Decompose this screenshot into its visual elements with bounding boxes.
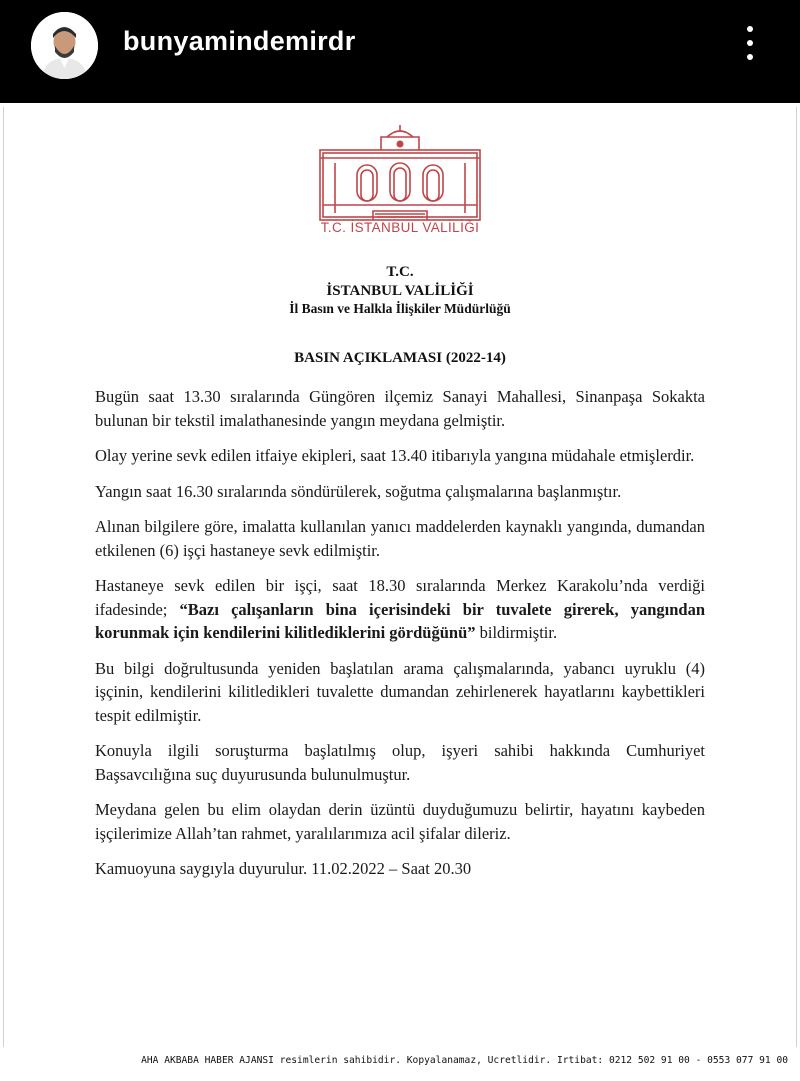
paragraph: Konuyla ilgili soruşturma başlatılmış olup, işyeri sahibi hakkında Cumhuriyet Başsavcılığına suç duyurusunda bulunulmuştur. <box>95 741 705 784</box>
post-header <box>0 0 800 103</box>
more-options-button[interactable] <box>738 24 762 68</box>
document-title: BASIN AÇIKLAMASI (2022-14) <box>294 350 506 366</box>
paragraph <box>95 574 705 645</box>
watermark-footer: AHA AKBABA HABER AJANSI resimlerin sahibidir. Kopyalanamaz, Ucretlidir. Irtibat: 0212 502 91 00 - 0553 077 91 00 <box>141 1055 788 1066</box>
paragraph: Olay yerine sevk edilen itfaiye ekipleri, saat 13.40 itibarıyla yangına müdahale etmişlerdir. <box>95 446 695 465</box>
press-release-image <box>0 103 800 1081</box>
org-line-2: İSTANBUL VALİLİĞİ <box>326 283 474 299</box>
more-vertical-icon <box>747 26 753 32</box>
quoted-statement: “Bazı çalışanların bina içerisindeki bir tuvalete girerek, yangından korunmak için kendilerini kilitlediklerini gördüğünü” <box>95 599 705 642</box>
closing-line: Kamuoyuna saygıyla duyurulur. 11.02.2022 – Saat 20.30 <box>95 859 472 878</box>
paragraph: Alınan bilgilere göre, imalatta kullanılan yanıcı maddelerden kaynaklı yangında, dumandan etkilenen (6) işçi hastaneye sevk edilmiştir. <box>95 517 705 560</box>
username-link[interactable]: bunyamindemirdr <box>123 26 356 56</box>
avatar[interactable] <box>31 12 98 79</box>
paragraph-text: Hastaneye sevk edilen bir işçi, saat 18.30 sıralarında Merkez Karakolu’nda verdiği ifadesinde; <box>95 576 705 619</box>
person-avatar-icon <box>31 12 98 79</box>
org-line-3: İl Basın ve Halkla İlişkiler Müdürlüğü <box>289 301 511 316</box>
paragraph: Meydana gelen bu elim olaydan derin üzüntü duyduğumuzu belirtir, hayatını kaybeden işçilerimize Allah’tan rahmet, yaralılarımıza acil şifalar dileriz. <box>95 800 705 843</box>
org-line-1: T.C. <box>386 264 414 280</box>
paragraph: Yangın saat 16.30 sıralarında söndürülerek, soğutma çalışmalarına başlanmıştır. <box>95 481 622 501</box>
paragraph: Bugün saat 13.30 sıralarında Güngören ilçemiz Sanayi Mahallesi, Sinanpaşa Sokakta bulunan bir tekstil imalathanesinde yangın meydana gelmiştir. <box>95 387 705 430</box>
paragraph: Bu bilgi doğrultusunda yeniden başlatılan arama çalışmalarında, yabancı uyruklu (4) işçinin, kendilerini kilitledikleri tuvalette dumandan zehirlenerek hayatlarını kaybettikleri tespit edilmiştir. <box>95 658 705 725</box>
paragraph-text: bildirmiştir. <box>475 623 558 642</box>
document-body <box>95 385 705 881</box>
logo-caption: T.C. İSTANBUL VALİLİĞİ <box>320 220 480 235</box>
